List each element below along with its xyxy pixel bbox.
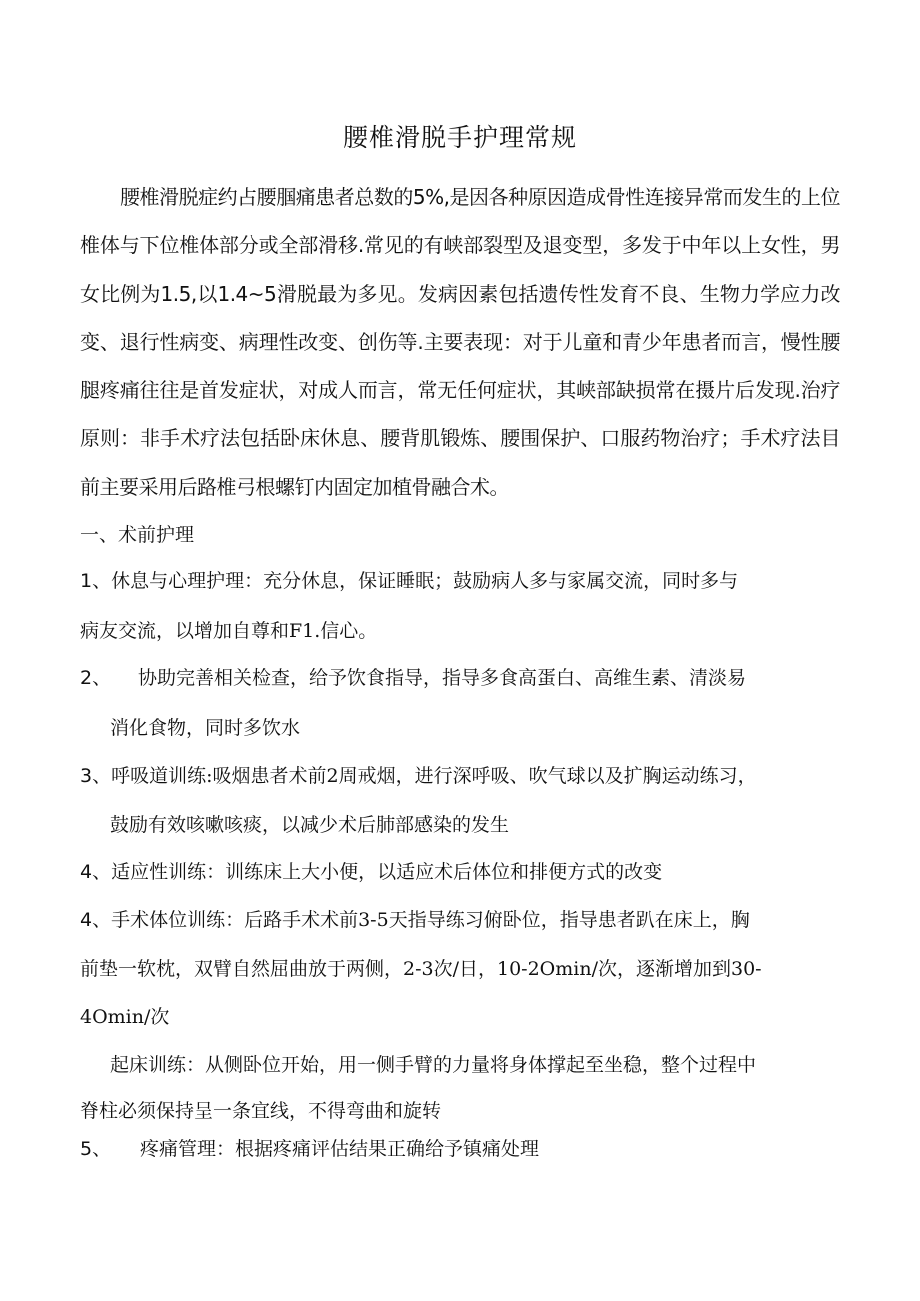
section-heading-preop: 一、术前护理 bbox=[80, 524, 195, 546]
list-item-breathing-line1 bbox=[80, 761, 840, 791]
list-item-position-line3: 4Omin/次 bbox=[80, 1006, 170, 1028]
list-item-rest-line2: 病友交流，以增加自尊和F1.信心。 bbox=[80, 620, 378, 642]
list-item-text: 呼吸道训练:吸烟患者术前2周戒烟，进行深呼吸、吹气球以及扩胸运动练习， bbox=[111, 765, 757, 787]
document-title: 腰椎滑脱手护理常规 bbox=[342, 123, 577, 152]
list-item-text: 手术体位训练：后路手术术前3-5天指导练习俯卧位，指导患者趴在床上，胸 bbox=[111, 909, 750, 931]
list-item-number: 1、 bbox=[80, 570, 112, 592]
list-item-pain-management bbox=[80, 1134, 840, 1164]
getup-training-line1: 起床训练：从侧卧位开始，用一侧手臂的力量将身体撑起至坐稳，整个过程中 bbox=[110, 1054, 757, 1076]
list-item-rest-line1 bbox=[80, 566, 840, 596]
list-item-exam-line1 bbox=[80, 663, 840, 693]
list-item-adaptive-training bbox=[80, 857, 840, 887]
list-item-number: 4、 bbox=[80, 909, 112, 931]
list-item-position-line1 bbox=[80, 905, 840, 935]
list-item-text: 疼痛管理：根据疼痛评估结果正确给予镇痛处理 bbox=[140, 1138, 540, 1160]
list-item-text: 协助完善相关检查，给予饮食指导，指导多食高蛋白、高维生素、清淡易 bbox=[138, 667, 747, 689]
intro-paragraph: 腰椎滑脱症约占腰腘痛患者总数的5%,是因各种原因造成骨性连接异常而发生的上位椎体与下位椎体部分或全部滑移.常见的有峡部裂型及退变型，多发于中年以上女性，男女比例为1.5,以1.4~5滑脱最为多见。发病因素包括遗传性发育不良、生物力学应力改变、退行性病变、病理性改变、创伤等.主要表现：对于儿童和青少年患者而言，慢性腰腿疼痛往往是首发症状，对成人而言，常无任何症状，其峡部缺损常在摄片后发现.治疗原则：非手术疗法包括卧床休息、腰背肌锻炼、腰围保护、口服药物治疗；手术疗法目前主要采用后路椎弓根螺钉内固定加植骨融合术。 bbox=[80, 185, 840, 499]
list-item-number: 4、 bbox=[80, 861, 112, 883]
list-item-number: 5、 bbox=[80, 1138, 112, 1160]
list-item-text: 适应性训练：训练床上大小便，以适应术后体位和排便方式的改变 bbox=[111, 861, 663, 883]
list-item-number: 2、 bbox=[80, 667, 112, 689]
list-item-exam-line2: 消化食物，同时多饮水 bbox=[110, 717, 301, 739]
getup-training-line2: 脊柱必须保持呈一条宜线，不得弯曲和旋转 bbox=[80, 1100, 442, 1122]
list-item-position-line2: 前垫一软枕，双臂自然屈曲放于两侧，2-3次/日，10-2Omin/次，逐渐增加到30- bbox=[80, 958, 762, 980]
list-item-breathing-line2: 鼓励有效咳嗽咳痰，以减少术后肺部感染的发生 bbox=[110, 814, 510, 836]
list-item-text: 休息与心理护理：充分休息，保证睡眠；鼓励病人多与家属交流，同时多与 bbox=[111, 570, 739, 592]
list-item-number: 3、 bbox=[80, 765, 112, 787]
